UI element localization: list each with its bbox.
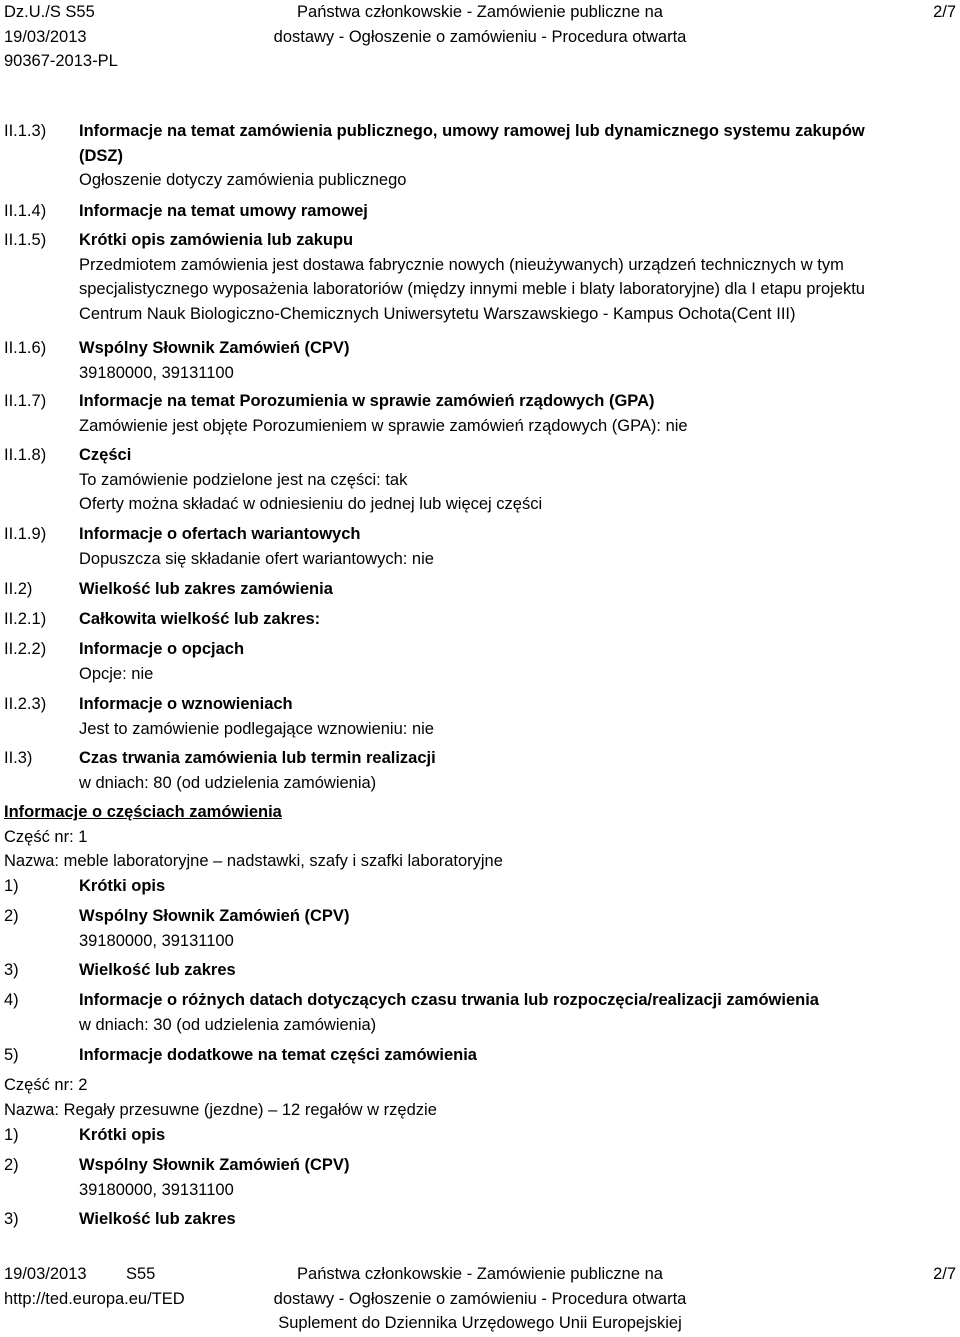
lot-item-number: 3) (4, 961, 19, 979)
lot-item-title: Wielkość lub zakres (79, 1210, 236, 1228)
section-body (79, 692, 940, 741)
section-text: Centrum Nauk Biologiczno-Chemicznych Uniwersytetu Warszawskiego - Kampus Ochota(Cent III) (79, 304, 796, 323)
section-text: Zamówienie jest objęte Porozumieniem w sprawie zamówień rządowych (GPA): nie (79, 416, 688, 435)
section-heading: (DSZ) (79, 146, 123, 165)
section-number: II.1.3) (4, 122, 47, 140)
section-body (79, 336, 940, 385)
section-body (79, 522, 940, 571)
section-number: II.1.6) (4, 339, 47, 357)
section-heading: Informacje o ofertach wariantowych (79, 525, 361, 543)
lots-heading (4, 800, 940, 825)
lot-item-body (79, 1207, 940, 1232)
section-text: 39180000, 39131100 (79, 363, 234, 382)
header-title-line-2: dostawy - Ogłoszenie o zamówieniu - Procedura otwarta (273, 27, 687, 46)
lot-item-title: Wspólny Słownik Zamówień (CPV) (79, 1156, 350, 1174)
section-number: II.1.7) (4, 392, 47, 410)
section-heading: Informacje o wznowieniach (79, 695, 293, 713)
section-number: II.3) (4, 749, 33, 767)
section-text: w dniach: 80 (od udzielenia zamówienia) (79, 773, 377, 792)
section-number: II.2.2) (4, 640, 47, 658)
section-heading: Krótki opis zamówienia lub zakupu (79, 231, 354, 249)
lot-item-body (79, 988, 940, 1037)
section-heading: Całkowita wielkość lub zakres: (79, 610, 321, 628)
lot-item-value: w dniach: 30 (od udzielenia zamówienia) (79, 1015, 377, 1034)
lot-item-title: Informacje o różnych datach dotyczących czasu trwania lub rozpoczęcia/realizacji zamówienia (79, 991, 819, 1009)
section-text: specjalistycznego wyposażenia laboratoriów (między innymi meble i blaty laboratoryjne) dla I etapu projektu (79, 280, 865, 298)
section-number: II.2) (4, 580, 33, 598)
section-heading: Informacje o opcjach (79, 640, 245, 658)
lot-item-title: Krótki opis (79, 877, 166, 895)
footer-title-line-2: dostawy - Ogłoszenie o zamówieniu - Procedura otwarta (273, 1289, 687, 1308)
section-number: II.1.8) (4, 446, 47, 464)
lots-heading-text: Informacje o częściach zamówienia (4, 803, 282, 821)
section-number: II.1.5) (4, 231, 47, 249)
section-heading: Czas trwania zamówienia lub termin realizacji (79, 749, 436, 767)
lot-item-body (79, 1043, 940, 1068)
lot-item-value: 39180000, 39131100 (79, 931, 234, 950)
section-body (79, 228, 940, 326)
section-body (79, 199, 940, 224)
lot-item-number: 4) (4, 991, 19, 1009)
footer-page-number: 2/7 (933, 1265, 956, 1283)
page-header (0, 0, 960, 75)
section-body (79, 577, 940, 602)
section-body (79, 389, 940, 438)
lot2-name: Nazwa: Regały przesuwne (jezdne) – 12 regałów w rzędzie (4, 1101, 437, 1119)
footer-center (250, 1262, 710, 1336)
header-journal-ref: Dz.U./S S55 (4, 3, 95, 21)
lot-item-body (79, 1123, 940, 1148)
section-text: Ogłoszenie dotyczy zamówienia publicznego (79, 171, 407, 189)
section-body (79, 746, 940, 795)
footer-url[interactable]: http://ted.europa.eu/TED (4, 1289, 185, 1308)
section-body (79, 443, 940, 517)
section-heading: Wspólny Słownik Zamówień (CPV) (79, 339, 350, 357)
section-number: II.1.4) (4, 202, 47, 220)
lot-item-body (79, 1153, 940, 1202)
section-text: Dopuszcza się składanie ofert wariantowych: nie (79, 549, 434, 568)
lot-item-number: 1) (4, 877, 19, 895)
header-center (250, 0, 710, 49)
lot-item-value: 39180000, 39131100 (79, 1180, 234, 1199)
lot-item-number: 5) (4, 1046, 19, 1064)
lot-item-number: 2) (4, 907, 19, 925)
section-body (79, 637, 940, 686)
lot-item-number: 3) (4, 1210, 19, 1228)
section-number: II.2.3) (4, 695, 47, 713)
footer-title-line-1: Państwa członkowskie - Zamówienie publiczne na (297, 1265, 663, 1283)
lot-item-body (79, 958, 940, 983)
section-text: Jest to zamówienie podlegające wznowieniu: nie (79, 719, 434, 738)
lot2-part: Część nr: 2 (4, 1076, 88, 1094)
lot-item-title: Informacje dodatkowe na temat części zamówienia (79, 1046, 477, 1064)
lot1-name: Nazwa: meble laboratoryjne – nadstawki, szafy i szafki laboratoryjne (4, 852, 503, 870)
section-heading: Wielkość lub zakres zamówienia (79, 580, 333, 598)
header-notice-id: 90367-2013-PL (4, 52, 118, 70)
lot-item-title: Krótki opis (79, 1126, 166, 1144)
header-page-number: 2/7 (933, 3, 956, 21)
lot-item-body (79, 874, 940, 899)
section-number: II.1.9) (4, 525, 47, 543)
lot-item-body (79, 904, 940, 953)
header-left (4, 0, 118, 74)
section-text: Opcje: nie (79, 664, 154, 683)
section-number: II.2.1) (4, 610, 47, 628)
footer-series: S55 (126, 1265, 156, 1283)
footer-supplement: Suplement do Dziennika Urzędowego Unii Europejskiej (278, 1314, 682, 1332)
lot-item-number: 2) (4, 1156, 19, 1174)
page-footer (0, 1262, 960, 1337)
section-heading: Informacje na temat Porozumienia w sprawie zamówień rządowych (GPA) (79, 392, 655, 410)
section-text: To zamówienie podzielone jest na części: tak (79, 470, 408, 489)
section-body (79, 607, 940, 632)
lot-item-title: Wielkość lub zakres (79, 961, 236, 979)
header-date: 19/03/2013 (4, 27, 87, 46)
lot-item-number: 1) (4, 1126, 19, 1144)
lot-item-title: Wspólny Słownik Zamówień (CPV) (79, 907, 350, 925)
section-heading: Informacje na temat umowy ramowej (79, 202, 368, 220)
lot1-part: Część nr: 1 (4, 828, 88, 846)
section-heading: Części (79, 446, 132, 464)
section-text: Oferty można składać w odniesieniu do jednej lub więcej części (79, 495, 543, 513)
header-title-line-1: Państwa członkowskie - Zamówienie publiczne na (297, 3, 663, 21)
footer-left (4, 1262, 185, 1311)
section-text: Przedmiotem zamówienia jest dostawa fabrycznie nowych (nieużywanych) urządzeń technicznych w tym (79, 255, 844, 274)
section-body (79, 119, 940, 193)
section-heading: Informacje na temat zamówienia publicznego, umowy ramowej lub dynamicznego systemu zakupów (79, 122, 865, 140)
footer-date: 19/03/2013 (4, 1265, 87, 1283)
